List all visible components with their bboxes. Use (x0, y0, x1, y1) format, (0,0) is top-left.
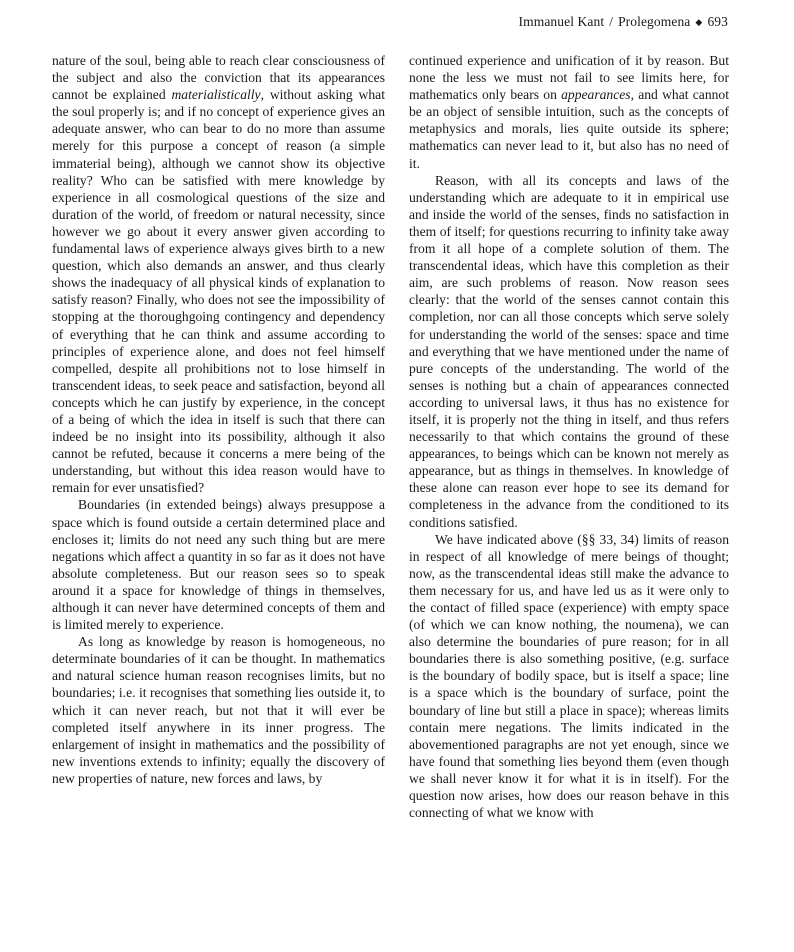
italic-term: materialistically (171, 87, 261, 103)
left-paragraph-1 (52, 52, 385, 496)
text-run: , and what cannot be an object of sensible intuition, such as the concepts of metaphysics and morals, lies quite outside its sphere; mathematics can never lead to it, but also has no need of it. (409, 87, 729, 171)
running-head (519, 14, 728, 30)
right-paragraph-2: Reason, with all its concepts and laws of the understanding which are adequate to it in empirical use and inside the world of the senses, finds no satisfaction in them of itself; for questions recurring to infinity take away from it all hope of a complete solution of them. The transcendental ideas, which have this completion as their aim, are such problems of reason. Now reason sees clearly: that the world of the senses cannot contain this completion, nor can all those concepts which serve solely for understanding the world of the senses: space and time and everything that we have mentioned under the name of pure concepts of the understanding. The world of the senses is nothing but a chain of appearances connected according to universal laws, it thus has no existence for itself, it is properly not the thing in itself, and thus refers necessarily to that which contains the ground of these appearances, to beings which can be known not merely as appearance, but as things in themselves. In knowledge of these alone can reason ever hope to see its demand for completeness in the advance from the conditioned to its conditions satisfied. (409, 172, 729, 530)
header-author: Immanuel Kant (518, 14, 605, 29)
left-column (52, 52, 385, 787)
right-paragraph-3: We have indicated above (§§ 33, 34) limits of reason in respect of all knowledge of mere beings of thought; now, as the transcendental ideas still make the advance to them necessary for us, and have led us as it were only to the contact of filled space (experience) with empty space (of which we can know nothing, the noumena), we can also determine the boundaries of pure reason; for in all boundaries there is also something positive, (e.g. surface is the boundary of bodily space, but is itself a space; line is a space which is the boundary of surface, point the boundary of line but still a place in space); whereas limits contain mere negations. The limits indicated in the abovementioned paragraphs are not yet enough, since we have found that something lies beyond them (even though we shall never know it for what it is in itself). For the question now arises, how does our reason behave in this connecting of what we know with (409, 531, 729, 821)
text-run: , without asking what the soul properly is; and if no concept of experience gives an adequate answer, who can bear to do no more than assume merely for this purpose a concept of reason (a simple immaterial being), although we cannot show its objective reality? Who can be satisfied with mere knowledge by experience in all cosmological questions of the size and duration of the world, of freedom or natural necessity, since however we go about it every answer given according to fundamental laws of experience always gives birth to a new question, which also demands an answer, and thus clearly shows the inadequacy of all physical kinds of explanation to satisfy reason? Finally, who does not see the impossibility of stopping at the thoroughgoing contingency and dependency of everything that he can think and assume according to principles of experience alone, and does not feel himself compelled, despite all prohibitions not to lose himself in transcendent ideas, to seek peace and satisfaction, beyond all concepts which he can justify by experience, in the concept of a being of which the idea in itself is such that there can indeed be no insight into its possibility, although it also cannot be refuted, because it concerns a mere being of the understanding, but without this idea reason would have to remain for ever unsatisfied? (52, 87, 385, 496)
right-paragraph-1 (409, 52, 729, 172)
header-work-title: Prolegomena (618, 14, 691, 29)
left-paragraph-3: As long as knowledge by reason is homogeneous, no determinate boundaries of it can be thought. In mathematics and natural science human reason recognises limits, but no boundaries; i.e. it recognises that something lies outside it, to which it can never reach, but not that it will ever be completed itself anywhere in its inner progress. The enlargement of insight in mathematics and the possibility of new inventions extends to infinity; equally the discovery of new properties of nature, new forces and laws, by (52, 634, 385, 786)
header-separator: / (609, 14, 614, 29)
right-column (409, 52, 729, 821)
diamond-icon: ◆ (695, 17, 703, 27)
text-run: continued experience and unification of it by reason. But none the less we must not fail to see limits here, for mathematics only bears on (409, 53, 729, 103)
italic-term: appearances (561, 87, 631, 103)
left-paragraph-2: Boundaries (in extended beings) always presuppose a space which is found outside a certain determined place and encloses it; limits do not need any such thing but are mere negations which affect a quantity in so far as it does not have absolute completeness. But our reason sees so to speak around it a space for knowledge of things in themselves, although it can never have determined concepts of them and is limited merely to experience. (52, 497, 385, 633)
page-number: 693 (707, 14, 728, 29)
text-run: nature of the soul, being able to reach clear consciousness of the subject and also the conviction that its appearances cannot be explained (52, 53, 385, 103)
